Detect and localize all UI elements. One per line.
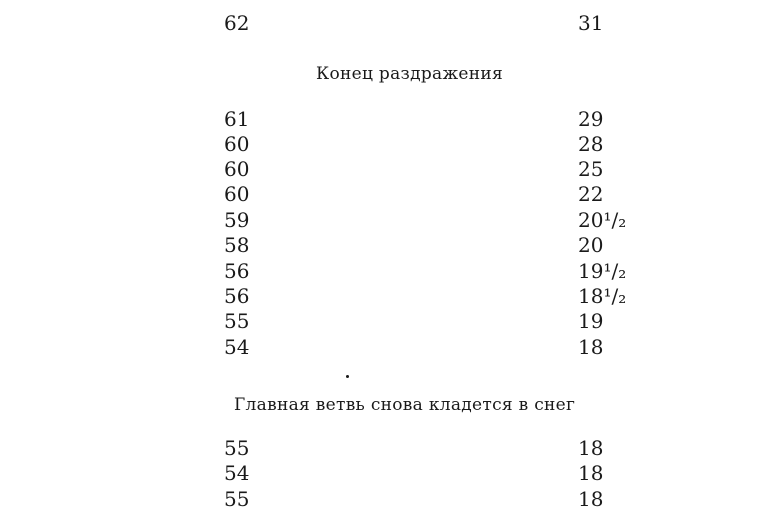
left-value: 55 xyxy=(224,309,250,333)
left-value: 59 xyxy=(224,208,250,232)
table-row xyxy=(0,156,760,182)
table-row xyxy=(0,435,760,461)
left-value: 58 xyxy=(224,233,250,257)
right-value: 31 xyxy=(578,11,604,35)
right-value: 18 xyxy=(578,436,604,460)
right-value: 20¹/₂ xyxy=(578,208,627,232)
table-row xyxy=(0,308,760,334)
right-value: 18 xyxy=(578,487,604,511)
left-value: 56 xyxy=(224,284,250,308)
left-value: 54 xyxy=(224,335,250,359)
table-row xyxy=(0,106,760,132)
table-row xyxy=(0,258,760,284)
table-row xyxy=(0,334,760,360)
section-heading-text: Конец раздражения xyxy=(316,64,504,84)
left-value: 60 xyxy=(224,132,250,156)
right-value: 19¹/₂ xyxy=(578,259,627,283)
right-value: 18 xyxy=(578,461,604,485)
left-value: 60 xyxy=(224,157,250,181)
left-value: 55 xyxy=(224,487,250,511)
table-row xyxy=(0,486,760,512)
table-row xyxy=(0,207,760,233)
table-row xyxy=(0,181,760,207)
left-value: 61 xyxy=(224,107,250,131)
left-value: 56 xyxy=(224,259,250,283)
right-value: 19 xyxy=(578,309,604,333)
right-value: 29 xyxy=(578,107,604,131)
right-value: 28 xyxy=(578,132,604,156)
right-value: 25 xyxy=(578,157,604,181)
left-value: 54 xyxy=(224,461,250,485)
right-value: 20 xyxy=(578,233,604,257)
table-row xyxy=(0,283,760,309)
right-value: 22 xyxy=(578,182,604,206)
table-row xyxy=(0,10,760,36)
table-row xyxy=(0,131,760,157)
section-heading-text: Главная ветвь снова кладется в снег xyxy=(234,395,576,415)
left-value: 62 xyxy=(224,11,250,35)
table-row xyxy=(0,232,760,258)
right-value: 18¹/₂ xyxy=(578,284,627,308)
left-value: 55 xyxy=(224,436,250,460)
print-speck xyxy=(346,375,349,378)
right-value: 18 xyxy=(578,335,604,359)
table-row xyxy=(0,460,760,486)
left-value: 60 xyxy=(224,182,250,206)
